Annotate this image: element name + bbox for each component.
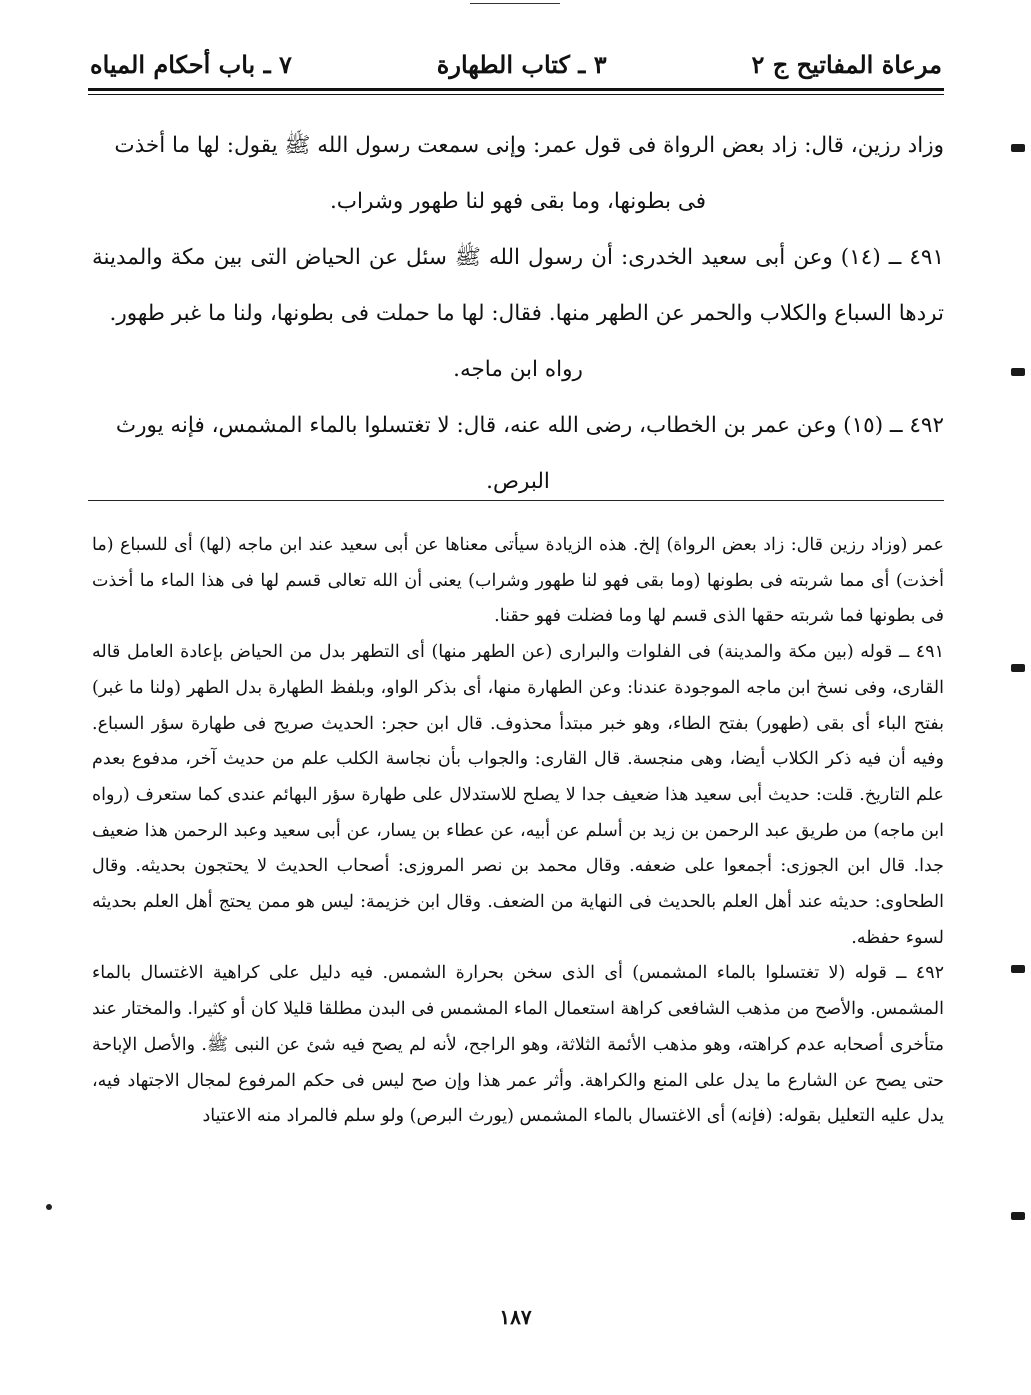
commentary-paragraph-3: ٤٩٢ ــ قوله (لا تغتسلوا بالماء المشمس) أى الذى سخن بحرارة الشمس. فيه دليل على كراهية الاغتسال بالماء المشمس. والأصح من مذهب الشافعى كراهة استعمال الماء المشمس فى البدن مطلقا قليلا كان أو كثيرا. والمختار عند متأخرى أصحابه عدم كراهته، وهو مذهب الأئمة الثلاثة، وهو الراجح، لأنه لم يصح فيه شئ عن النبى ﷺ. والأصل الإباحة حتى يصح عن الشارع ما يدل على المنع والكراهة. وأثر عمر هذا وإن صح ليس فى حكم المرفوع لمجال الاجتهاد فيه، يدل عليه التعليل بقوله: (فإنه) أى الاغتسال بالماء المشمس (يورث البرص) ولو سلم فالمراد منه الاعتياد — [92, 963, 944, 1127]
header-section-title: ٧ ـ باب أحكام المياه — [90, 49, 292, 79]
margin-mark — [1011, 664, 1025, 672]
running-header — [90, 42, 942, 86]
hadith-paragraph-3-end: البرص. — [486, 469, 550, 494]
margin-dot — [46, 1204, 52, 1210]
header-rule-thin — [88, 94, 944, 95]
hadith-text — [92, 118, 944, 510]
header-chapter-title: ٣ ـ كتاب الطهارة — [436, 49, 607, 79]
page-number: ١٨٧ — [499, 1305, 532, 1329]
margin-mark — [1011, 144, 1025, 152]
hadith-paragraph-3: ٤٩٢ ــ (١٥) وعن عمر بن الخطاب، رضى الله عنه، قال: لا تغتسلوا بالماء المشمس، فإنه يورث — [115, 413, 944, 438]
hadith-source: رواه ابن ماجه. — [453, 357, 583, 382]
hadith-paragraph-2: ٤٩١ ــ (١٤) وعن أبى سعيد الخدرى: أن رسول الله ﷺ سئل عن الحياض التى بين مكة والمدينة تردها السباع والكلاب والحمر عن الطهر منها. فقال: لها ما حملت فى بطونها، ولنا ما غبر طهور. — [92, 245, 944, 326]
commentary-paragraph-2: ٤٩١ ــ قوله (بين مكة والمدينة) فى الفلوات والبرارى (عن الطهر منها) أى التطهر بدل من الحياض بإعادة العامل قاله القارى، وفى نسخ ابن ماجه الموجودة عندنا: وعن الطهارة منها، أى بذكر الواو، وبلفظ الطهارة بدل الطهر (ولنا ما غبر) بفتح الباء أى بقى (طهور) بفتح الطاء، وهو خبر مبتدأ محذوف. قال ابن حجر: الحديث صريح فى طهارة سؤر السباع. وفيه أن فيه ذكر الكلاب أيضا، وهى منجسة. قال القارى: والجواب بأن نجاسة الكلب علم من حديث آخر، مدفوع بعدم علم التاريخ. قلت: حديث أبى سعيد هذا ضعيف جدا لا يصلح للاستدلال على طهارة سؤر البهائم عندى كما ستعرف (رواه ابن ماجه) من طريق عبد الرحمن بن زيد بن أسلم عن أبيه، عن عطاء بن يسار، عن أبى سعيد وعبد الرحمن هذا ضعيف جدا. قال ابن الجوزى: أجمعوا على ضعفه. وقال محمد بن نصر المروزى: أصحاب الحديث لا يحتجون بحديثه. وقال الطحاوى: حديثه عند أهل العلم بالحديث فى النهاية من الضعف. وقال ابن خزيمة: ليس هو ممن يحتج أهل العلم بحديثه لسوء حفظه. — [92, 642, 944, 948]
margin-mark — [1011, 368, 1025, 376]
header-book-title: مرعاة المفاتيح ج ٢ — [751, 49, 942, 79]
commentary-divider — [88, 500, 944, 501]
hadith-paragraph-1: وزاد رزين، قال: زاد بعض الرواة فى قول عمر: وإنى سمعت رسول الله ﷺ يقول: لها ما أخذت — [114, 133, 944, 158]
margin-mark — [1011, 965, 1025, 973]
margin-mark — [1011, 1212, 1025, 1220]
commentary — [92, 528, 944, 1135]
hadith-paragraph-1-end: فى بطونها، وما بقى فهو لنا طهور وشراب. — [329, 189, 707, 214]
top-ornament-rule — [470, 3, 560, 4]
header-rule-thick — [88, 88, 944, 91]
commentary-paragraph-1: عمر (وزاد رزين قال: زاد بعض الرواة) إلخ. هذه الزيادة سيأتى معناها عن أبى سعيد عند ابن ماجه (لها) أى للسباع (ما أخذت) أى مما شربته فى بطونها (وما بقى فهو لنا طهور وشراب) يعنى أن الله تعالى قسم لها فى هذا الماء ما أخذت فى بطونها فما شربته حقها الذى قسم لها وما فضلت فهو حقنا. — [92, 535, 944, 627]
